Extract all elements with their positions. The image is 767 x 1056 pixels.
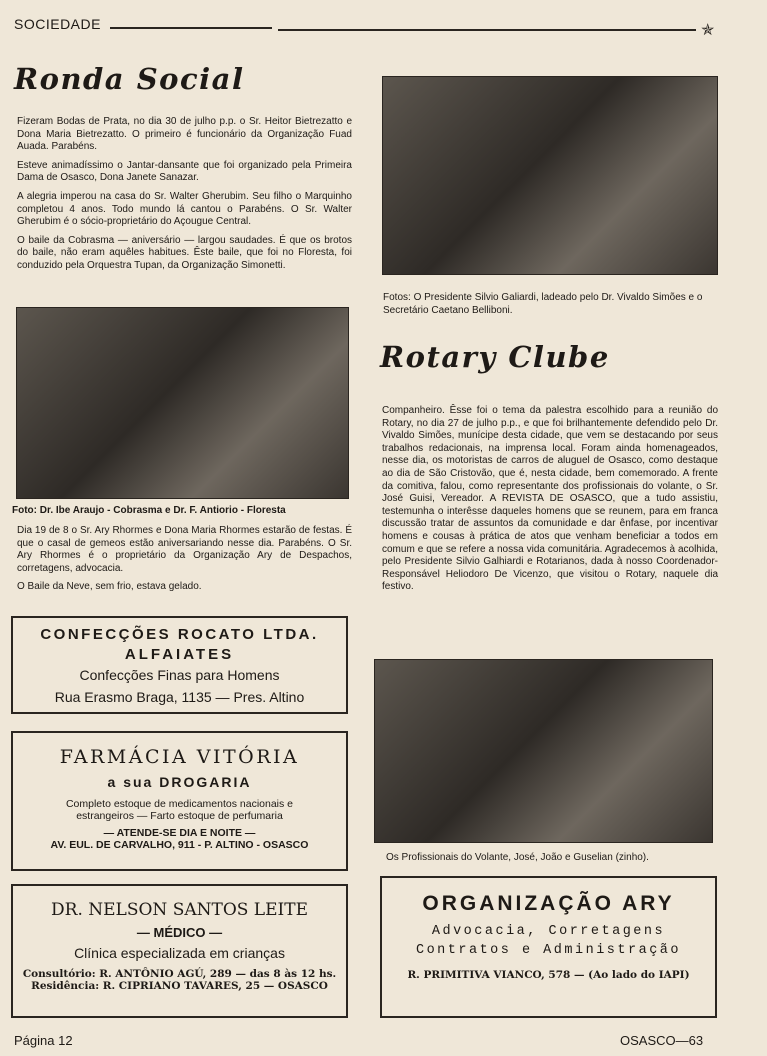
ad-farmacia-vitoria [11,731,348,871]
section-label: SOCIEDADE [14,16,101,32]
ad-vitoria-hours: — ATENDE-SE DIA E NOITE — [103,827,256,839]
ad-vitoria-name: FARMÁCIA VITÓRIA [59,746,300,768]
ad-rocato-tagline: ALFAIATES [124,646,235,663]
ad-vitoria-description-1: Completo estoque de medicamentos nacionais e [65,798,294,810]
ad-ary-address: R. PRIMITIVA VIANCO, 578 — (Ao lado do IAPI) [407,969,690,981]
ronda-social-text-2 [17,525,352,600]
ad-nelson-office: Consultório: R. ANTÔNIO AGÚ, 289 — das 8 às 12 hs. [22,968,337,980]
ad-rocato-name: CONFECÇÕES ROCATO LTDA. [40,626,319,643]
handshake-photo [16,307,349,499]
rotary-clube-title: Rotary Clube [380,340,610,374]
rotary-paragraph: Companheiro. Êsse foi o tema da palestra escolhido para a reunião do Rotary, no dia 27 de julho p.p., e que foi brilhantemente defendido pelo Dr. Vivaldo Simões, munícipe desta cidade, que vem se destacando por seus trabalhos redacionais, na imprensa local. Foram ainda homenageados, nesse dia, os motoristas de carros de aluguel de Osasco, como destaque ao dia de São Cristovão, que é, nesta cidade, bem comemorado. A frente da comitiva, falou, como representante dos profissionais do volante, o Sr. José Guisi, Vereador. A REVISTA DE OSASCO, que a tudo assistiu, testemunha o interêsse daqueles homens que se reunem, para em franca discussão tratar de assuntos da comunidade e dar ênfase, por incentivar homens e cousas à prática de atos que venham beneficiar a todos em comum e que se refere a nossa vida comunitária. Agradecemos à acolhida, pelo Presidente Silvio Galhiardi e Rotarianos, dada à nosso Coordenador-Responsável Heliodoro De Vicenzo, que visitou o Rotary, naquele dia festivo. [382,405,718,593]
ad-vitoria-description-2: estrangeiros — Farto estoque de perfumaria [76,810,283,822]
ad-dr-nelson-santos-leite [11,884,348,1018]
handshake-photo-caption: Foto: Dr. Ibe Araujo - Cobrasma e Dr. F. Antiorio - Floresta [12,505,286,516]
ad-rocato-description: Confecções Finas para Homens [79,667,280,683]
rotary-photo-caption: Fotos: O Presidente Silvio Galiardi, ladeado pelo Dr. Vivaldo Simões e o Secretário Caetano Belliboni. [383,292,703,316]
ad-confeccoes-rocato [11,616,348,714]
ronda-paragraph: O Baile da Neve, sem frio, estava gelado. [17,581,202,593]
star-icon: ✯ [701,22,715,39]
profissionais-photo-caption: Os Profissionais do Volante, José, João e Guselian (zinho). [386,852,649,863]
ad-rocato-address: Rua Erasmo Braga, 1135 — Pres. Altino [54,689,305,705]
ronda-paragraph: Fizeram Bodas de Prata, no dia 30 de julho p.p. o Sr. Heitor Bietrezatto e Dona Maria Bietrezatto. O primeiro é funcionário da Organização Fuad Auada. Parabéns. [17,116,352,153]
ad-ary-services-2: Contratos e Administração [415,943,682,958]
ad-nelson-residence: Residência: R. CIPRIANO TAVARES, 25 — OSASCO [31,980,328,992]
ad-vitoria-address: AV. EUL. DE CARVALHO, 911 - P. ALTINO - OSASCO [50,839,309,851]
ronda-social-title: Ronda Social [14,62,245,96]
ronda-paragraph: Esteve animadíssimo o Jantar-dansante que foi organizado pela Primeira Dama de Osasco, Dona Janete Sanazar. [17,159,352,184]
ronda-paragraph: A alegria imperou na casa do Sr. Walter Gherubim. Seu filho o Marquinho completou 4 anos. Todo mundo lá cantou o Parabéns. O Sr. Walter Gherubim é o sócio-proprietário do Açougue Central. [17,190,352,228]
header-rule-left [110,27,272,29]
ronda-social-text [17,116,352,279]
ad-ary-name: ORGANIZAÇÃO ARY [422,892,675,915]
ronda-paragraph: O baile da Cobrasma — aniversário — largou saudades. É que os brotos do baile, não eram aquêles habitues. Êste baile, que foi no Floresta, foi conduzido pela Orquestra Tupan, da Organização Simonetti. [17,234,352,271]
ad-nelson-specialty: Clínica especializada em crianças [74,945,285,961]
ad-nelson-name: DR. NELSON SANTOS LEITE [51,900,308,920]
rotary-clube-text [382,405,718,600]
ad-organizacao-ary [380,876,717,1018]
magazine-footer: OSASCO—63 [620,1033,704,1048]
profissionais-volante-photo [374,659,713,843]
header-rule-right [278,29,696,31]
ad-nelson-title: — MÉDICO — [136,925,223,940]
ad-vitoria-tagline: a sua DROGARIA [107,774,252,790]
page-number: Página 12 [14,1033,73,1048]
ad-ary-services-1: Advocacia, Corretagens [431,924,666,939]
ronda-paragraph: Dia 19 de 8 o Sr. Ary Rhormes e Dona Maria Rhormes estarão de festas. É que o casal de gemeos estão aniversariando nesse dia. Parabéns. O Sr. Ary Rhormes é o proprietário da Organização Ary de Despachos, corretagens, advocacia. [17,525,352,574]
rotary-table-photo [382,76,718,275]
